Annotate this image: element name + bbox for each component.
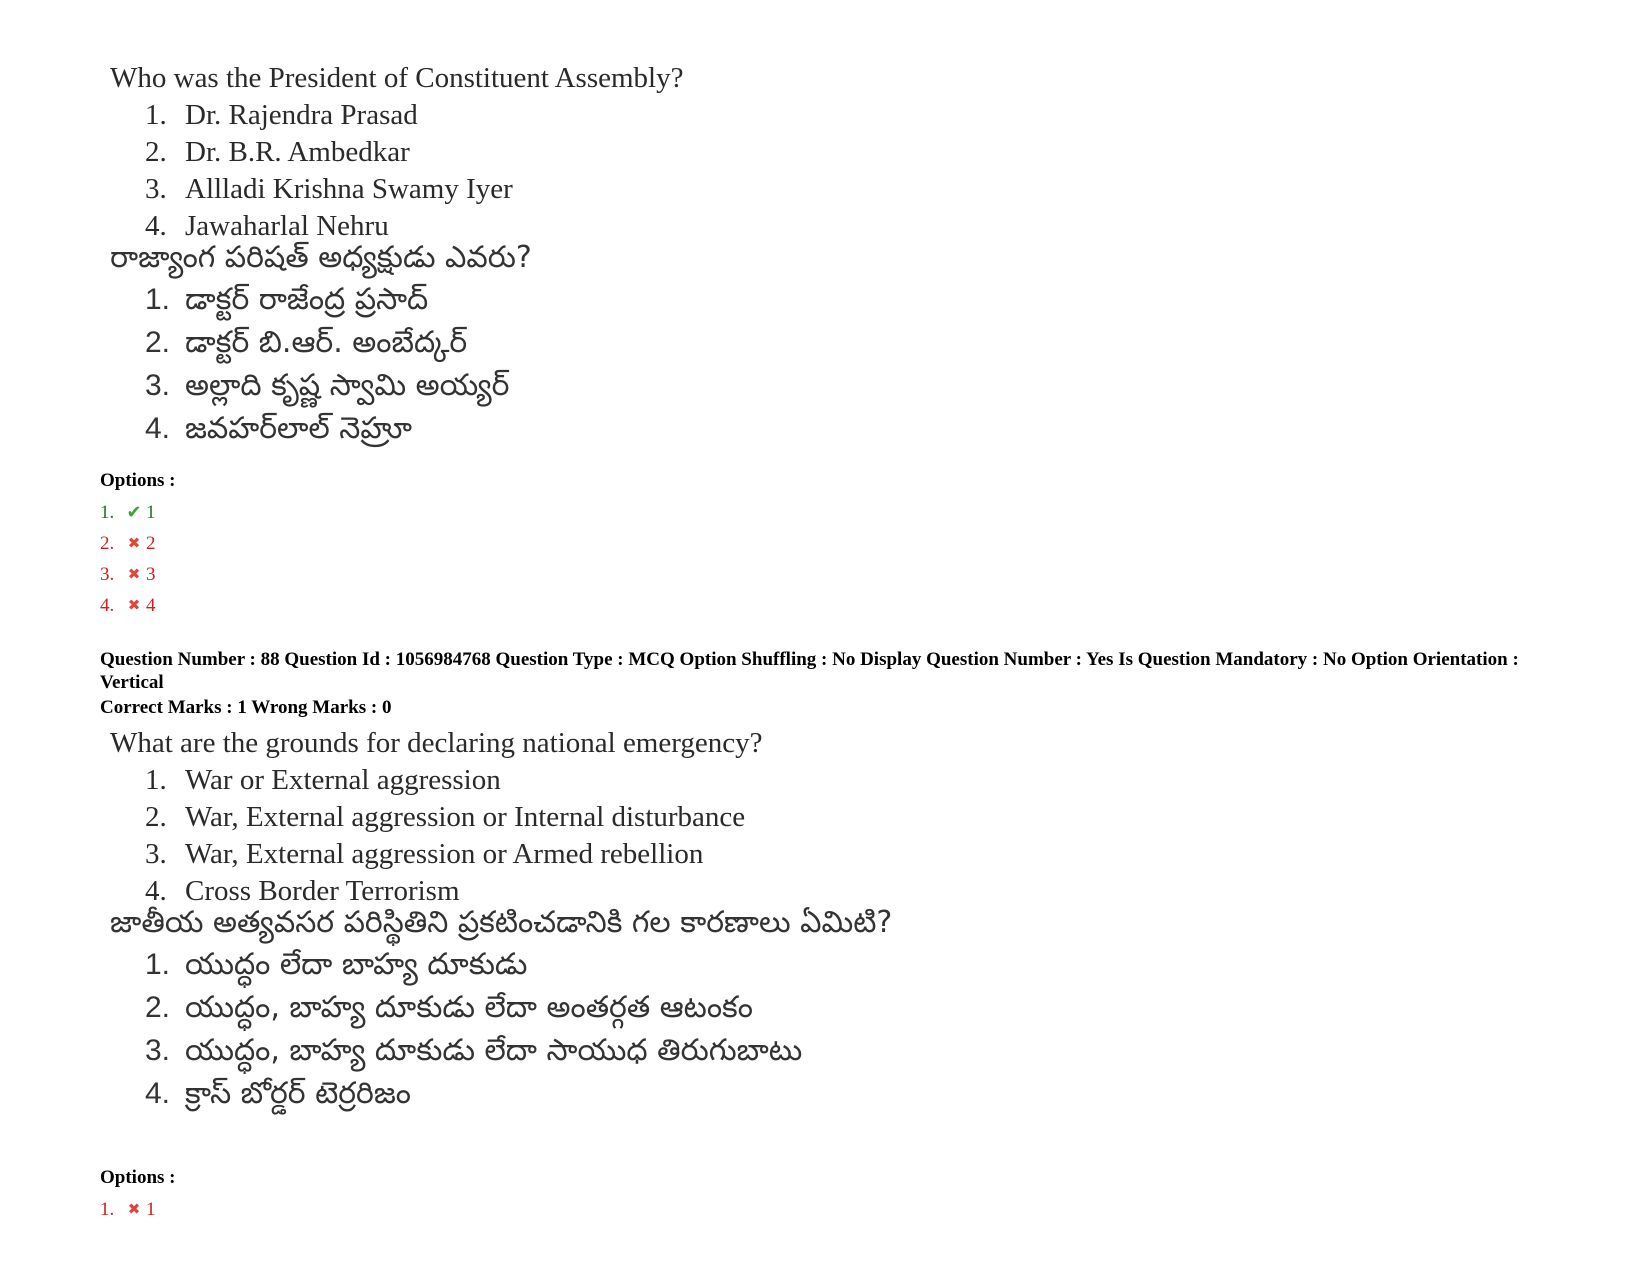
choice-item (145, 1072, 802, 1115)
choice-item (145, 836, 745, 873)
choice-number: 4. (145, 210, 167, 242)
answer-option (100, 497, 156, 528)
question-87-answer-options (100, 497, 156, 621)
choice-number: 2. (145, 326, 171, 359)
choice-item (145, 134, 513, 171)
choice-number: 1. (145, 948, 171, 981)
answer-number: 3. (100, 564, 115, 585)
answer-number: 2. (100, 533, 115, 554)
choice-item (145, 97, 513, 134)
choice-number: 3. (145, 369, 171, 402)
answer-number: 1. (100, 502, 115, 523)
choice-text: Dr. Rajendra Prasad (185, 99, 418, 131)
choice-number: 3. (145, 1034, 171, 1067)
question-87-stem-english: Who was the President of Constituent Assembly? (110, 62, 684, 94)
question-88-choices-english (145, 762, 745, 910)
choice-item (145, 171, 513, 208)
choice-text: అల్లాది కృష్ణ స్వామి అయ్యర్ (185, 368, 510, 403)
cross-icon: ✖ (127, 596, 141, 614)
choice-item (145, 1029, 802, 1072)
cross-icon: ✖ (127, 534, 141, 552)
choice-number: 3. (145, 173, 167, 205)
answer-number: 4. (100, 595, 115, 616)
options-heading: Options : (100, 470, 176, 491)
choice-number: 3. (145, 838, 167, 870)
choice-item (145, 986, 802, 1029)
choice-text: Cross Border Terrorism (185, 875, 460, 907)
answer-value: 4 (146, 595, 156, 616)
answer-option (100, 1194, 156, 1225)
answer-option (100, 590, 156, 621)
choice-item (145, 278, 509, 321)
question-88-stem-telugu: జాతీయ అత్యవసర పరిస్థితిని ప్రకటించడానికి గల కారణాలు ఏమిటి? (110, 905, 893, 940)
choice-text: యుద్ధం, బాహ్య దూకుడు లేదా అంతర్గత ఆటంకం (185, 990, 753, 1025)
question-87-choices-telugu (145, 278, 509, 450)
choice-text: Allladi Krishna Swamy Iyer (185, 173, 513, 205)
choice-number: 1. (145, 99, 167, 131)
choice-text: యుద్ధం, బాహ్య దూకుడు లేదా సాయుధ తిరుగుబాటు (185, 1033, 803, 1068)
choice-item (145, 943, 802, 986)
choice-number: 1. (145, 764, 167, 796)
choice-item (145, 762, 745, 799)
choice-number: 2. (145, 801, 167, 833)
choice-number: 4. (145, 1077, 171, 1110)
options-heading: Options : (100, 1167, 176, 1188)
question-88-metadata: Question Number : 88 Question Id : 1056984768 Question Type : MCQ Option Shuffling : No Display Question Number : Yes Is Question Mandatory : No Option Orientation : Vertical (100, 649, 1519, 693)
question-88-marks: Correct Marks : 1 Wrong Marks : 0 (100, 697, 392, 718)
choice-item (145, 364, 509, 407)
cross-icon: ✖ (127, 1200, 141, 1218)
choice-text: క్రాస్ బోర్డర్ టెర్రరిజం (185, 1076, 411, 1111)
answer-value: 2 (146, 533, 156, 554)
check-icon: ✔ (126, 502, 142, 523)
choice-item (145, 407, 509, 450)
question-88-answer-options (100, 1194, 156, 1225)
choice-text: యుద్ధం లేదా బాహ్య దూకుడు (185, 947, 528, 982)
choice-item (145, 799, 745, 836)
choice-text: Jawaharlal Nehru (185, 210, 389, 242)
answer-value: 1 (146, 1199, 156, 1220)
answer-option (100, 528, 156, 559)
choice-text: War, External aggression or Armed rebellion (185, 838, 704, 870)
choice-number: 2. (145, 991, 171, 1024)
choice-item (145, 321, 509, 364)
choice-text: జవహర్‌లాల్ నెహ్రూ (185, 411, 413, 446)
answer-number: 1. (100, 1199, 115, 1220)
question-88-stem-english: What are the grounds for declaring national emergency? (110, 727, 763, 759)
choice-number: 2. (145, 136, 167, 168)
choice-text: Dr. B.R. Ambedkar (185, 136, 410, 168)
question-87-stem-telugu: రాజ్యాంగ పరిషత్ అధ్యక్షుడు ఎవరు? (110, 240, 532, 275)
choice-text: డాక్టర్ బి.ఆర్. అంబేద్కర్ (185, 325, 468, 360)
choice-number: 1. (145, 283, 171, 316)
question-88-choices-telugu (145, 943, 802, 1115)
answer-value: 1 (146, 502, 156, 523)
answer-option (100, 559, 156, 590)
choice-text: War or External aggression (185, 764, 501, 796)
choice-number: 4. (145, 412, 171, 445)
choice-text: War, External aggression or Internal disturbance (185, 801, 746, 833)
cross-icon: ✖ (127, 565, 141, 583)
choice-text: డాక్టర్ రాజేంద్ర ప్రసాద్ (185, 282, 429, 317)
answer-value: 3 (146, 564, 156, 585)
question-87-choices-english (145, 97, 513, 245)
choice-number: 4. (145, 875, 167, 907)
